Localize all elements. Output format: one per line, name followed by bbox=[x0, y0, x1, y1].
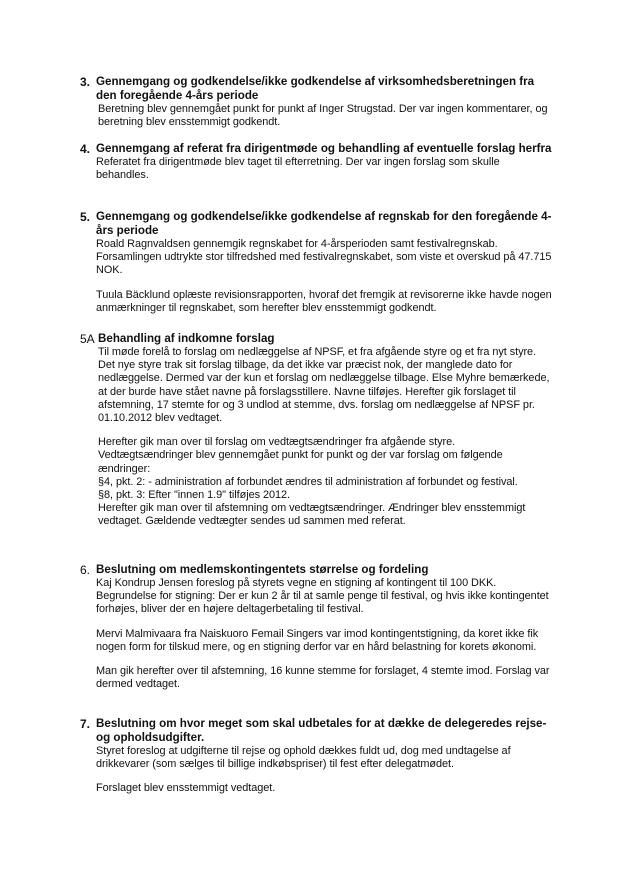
section-paragraph: §4, pkt. 2: - administration af forbundet ændres til administration af forbundet og festival. bbox=[98, 475, 518, 488]
section-paragraph: Referatet fra dirigentmøde blev taget til efterretning. Der var ingen forslag som skulle behandles. bbox=[96, 156, 500, 182]
section-paragraph: Til møde forelå to forslag om nedlæggelse af NPSF, et fra afgående styre og et fra nyt styre. Det nye styre trak sit forslag tilbage, da det ikke var præcist nok, der manglede dato for nedlæggelse. Dermed var der kun et forslag om nedlæggelse tilbage. Else Myhre bemærkede, at der burde have stået navne på forslagsstillere. Navne tilføjes. Herefter gik forslaget til afstemning, 17 stemte for og 3 undlod at stemme, dvs. forslag om nedlæggelse af NPSF pr. 01.10.2012 blev vedtaget. bbox=[98, 346, 550, 425]
section-number: 7. bbox=[80, 717, 91, 731]
section-5a bbox=[80, 332, 552, 529]
section-heading: Gennemgang af referat fra dirigentmøde og behandling af eventuelle forslag herfra bbox=[96, 142, 552, 155]
section-paragraph: §8, pkt. 3: Efter "innen 1.9" tilføjes 2012. bbox=[98, 489, 290, 502]
section-heading: Gennemgang og godkendelse/ikke godkendelse af virksomhedsberetningen fra den foregående 4-års periode bbox=[96, 75, 535, 102]
section-paragraph: Roald Ragnvaldsen gennemgik regnskabet for 4-årsperioden samt festivalregnskab. Forsamlingen udtrykte stor tilfredshed med festivalregnskabet, som viste et overskud på 47.715 NOK. bbox=[96, 238, 552, 277]
section-heading: Gennemgang og godkendelse/ikke godkendelse af regnskab for den foregående 4-års periode bbox=[96, 210, 552, 237]
section-heading: Beslutning om hvor meget som skal udbetales for at dække de delegeredes rejse- og opholdsudgifter. bbox=[96, 717, 547, 744]
section-paragraph: Kaj Kondrup Jensen foreslog på styrets vegne en stigning af kontingent til 100 DKK. Begrundelse for stigning: Der er kun 2 år til at samle penge til festival, og hvis ikke kontingentet forhøjes, bliver der en højere deltagerbetaling til festival. bbox=[96, 577, 549, 616]
section-paragraph: Tuula Bäcklund oplæste revisionsrapporten, hvoraf det fremgik at revisorerne ikke havde nogen anmærkninger til regnskabet, som herefter blev ensstemmigt godkendt. bbox=[96, 288, 552, 314]
section-number: 3. bbox=[80, 75, 91, 89]
section-paragraph: Herefter gik man over til forslag om vedtægtsændringer fra afgående styre. Vedtægtsændringer blev gennemgået punkt for punkt og der var forslag om følgende ændringer: bbox=[98, 436, 503, 475]
section-heading: Behandling af indkomne forslag bbox=[98, 332, 275, 345]
section-number: 6. bbox=[80, 563, 91, 577]
section-number: 5A bbox=[80, 332, 95, 346]
section-paragraph: Forslaget blev ensstemmigt vedtaget. bbox=[96, 782, 276, 795]
section-heading: Beslutning om medlemskontingentets størrelse og fordeling bbox=[96, 563, 429, 576]
section-number: 5. bbox=[80, 210, 91, 224]
section-5 bbox=[80, 210, 552, 315]
section-6 bbox=[80, 563, 552, 691]
section-paragraph: Styret foreslog at udgifterne til rejse og ophold dækkes fuldt ud, dog med undtagelse af drikkevarer (som sælges til billige indkøbspriser) til fest efter delegatmødet. bbox=[96, 745, 511, 771]
section-7 bbox=[80, 717, 552, 796]
section-3 bbox=[80, 75, 552, 129]
section-paragraph: Beretning blev gennemgået punkt for punkt af Inger Strugstad. Der var ingen kommentarer, og beretning blev ensstemmigt godkendt. bbox=[98, 103, 548, 129]
section-paragraph: Herefter gik man over til afstemning om vedtægtsændringer. Ændringer blev ensstemmigt vedtaget. Gældende vedtægter sendes ud sammen med referat. bbox=[98, 502, 526, 528]
section-4 bbox=[80, 142, 552, 182]
section-paragraph: Mervi Malmivaara fra Naiskuoro Femail Singers var imod kontingentstigning, da koret ikke fik nogen form for tilskud mere, og en stigning derfor var en hård belastning for korets økonomi. bbox=[96, 627, 539, 653]
section-number: 4. bbox=[80, 142, 91, 156]
section-paragraph: Man gik herefter over til afstemning, 16 kunne stemme for forslaget, 4 stemte imod. Forslag var dermed vedtaget. bbox=[96, 665, 550, 691]
